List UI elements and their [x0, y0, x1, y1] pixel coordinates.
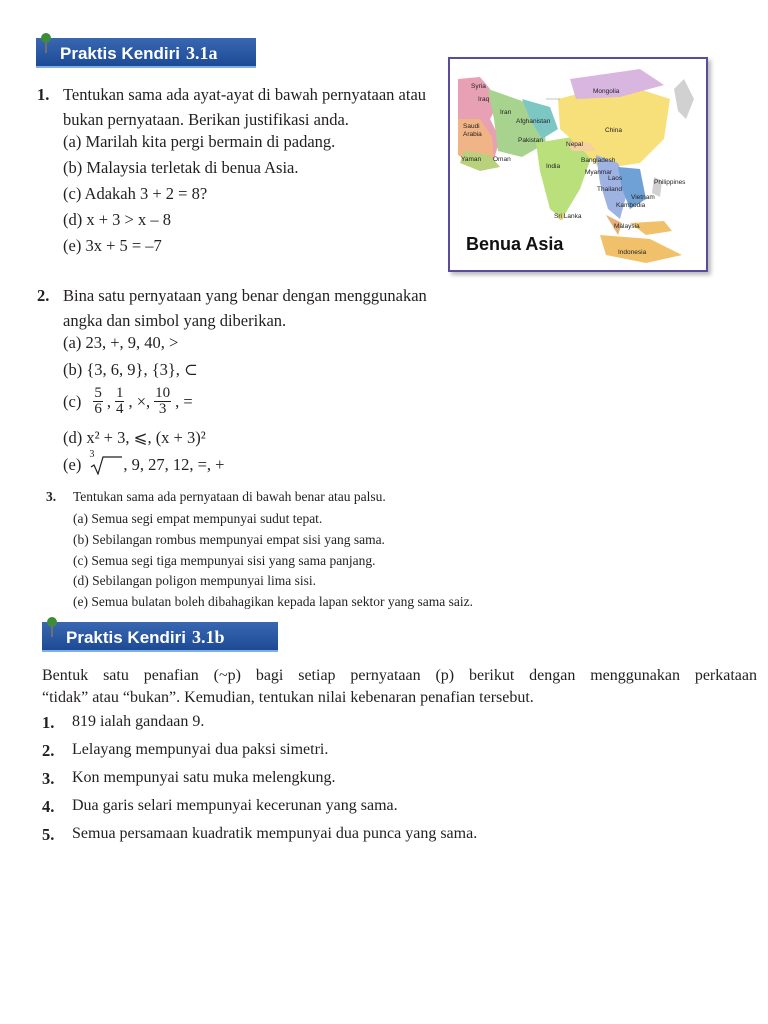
list-item: (e) 3x + 5 = –7: [63, 236, 162, 255]
denominator: 6: [94, 401, 102, 417]
banner-title: Praktis Kendiri: [60, 44, 180, 63]
statement-item: Dua garis selari mempunyai kecerunan yang sama.: [72, 797, 398, 814]
question-line: angka dan simbol yang diberikan.: [63, 311, 287, 330]
statement-item: Semua persamaan kuadratik mempunyai dua punca yang sama.: [72, 825, 478, 842]
asia-map: [448, 57, 708, 272]
denominator: 4: [115, 401, 124, 417]
item-number: 1.: [42, 713, 55, 732]
fraction: [115, 386, 125, 417]
banner-number: 3.1a: [186, 43, 218, 63]
pushpin-icon: [46, 616, 58, 638]
map-label: India: [546, 163, 561, 170]
cube-root-symbol: [89, 449, 123, 475]
list-item: (c) Adakah 3 + 2 = 8?: [63, 184, 208, 203]
list-item: (a) Semua segi empat mempunyai sudut tepat.: [73, 511, 323, 526]
statement-item: Kon mempunyai satu muka melengkung.: [72, 769, 336, 786]
map-label: Iraq: [478, 96, 490, 103]
map-label: Yaman: [461, 156, 482, 163]
question-number: 2.: [37, 286, 50, 305]
map-label: Vietnam: [631, 194, 655, 201]
map-label: Indonesia: [618, 249, 647, 256]
question-1-text: [63, 82, 426, 132]
map-label: Pakistan: [518, 137, 543, 144]
map-label: Sri Lanka: [554, 213, 582, 220]
map-label: Thailand: [597, 186, 622, 193]
intro-line: Bentuk satu penafian (~p) bagi setiap pernyataan (p) berikut dengan menggunakan perkataan: [42, 667, 757, 684]
map-label: Syria: [471, 83, 486, 90]
map-label: Malaysia: [614, 223, 640, 230]
item-number: 5.: [42, 825, 55, 844]
map-label: Saudi Arabia: [463, 123, 482, 138]
list-item: (a) Marilah kita pergi bermain di padang.: [63, 132, 336, 151]
banner-number: 3.1b: [192, 627, 225, 647]
list-item: (d) x + 3 > x – 8: [63, 210, 171, 229]
statement-item: Lelayang mempunyai dua paksi simetri.: [72, 741, 329, 758]
question-2-text: [63, 283, 427, 333]
map-label: Kambodia: [616, 202, 646, 209]
question-3-text: Tentukan sama ada pernyataan di bawah benar atau palsu.: [73, 489, 386, 504]
question-line: Bina satu pernyataan yang benar dengan menggunakan: [63, 286, 427, 305]
map-label: Bangladesh: [581, 157, 616, 164]
map-title: Benua Asia: [466, 234, 564, 254]
section-b-intro: [42, 665, 757, 709]
intro-line: “tidak” atau “bukan”. Kemudian, tentukan nilai kebenaran penafian tersebut.: [42, 689, 534, 706]
map-label: Philippines: [654, 179, 686, 186]
map-label: Mongolia: [593, 88, 620, 95]
item-label: (c): [63, 391, 82, 411]
list-item: (c) Semua segi tiga mempunyai sisi yang sama panjang.: [73, 553, 376, 568]
list-item: (e) Semua bulatan boleh dibahagikan kepada lapan sektor yang sama saiz.: [73, 594, 473, 609]
item-label: (e): [63, 455, 82, 474]
banner-title: Praktis Kendiri: [66, 628, 186, 647]
question-line: Tentukan sama ada ayat-ayat di bawah pernyataan atau: [63, 85, 427, 104]
map-label: Afghanistan: [516, 118, 551, 125]
map-label: Oman: [493, 156, 511, 163]
list-item-fractions: [63, 386, 193, 417]
question-number: 1.: [37, 85, 50, 104]
comma: ,: [106, 391, 111, 411]
list-item: (b) {3, 6, 9}, {3}, ⊂: [63, 360, 198, 379]
numerator: 10: [155, 385, 171, 401]
numerator: 5: [94, 385, 102, 401]
question-number: 3.: [46, 489, 57, 504]
list-item: (b) Sebilangan rombus mempunyai empat sisi yang sama.: [73, 532, 385, 547]
pushpin-icon: [40, 32, 52, 54]
map-label: Iran: [500, 109, 512, 116]
root-index: 3: [89, 449, 95, 460]
section-banner-3-1b: [42, 622, 278, 652]
map-label: Laos: [608, 175, 623, 182]
fraction: [154, 386, 171, 417]
list-item-root: [63, 449, 225, 475]
statement-item: 819 ialah gandaan 9.: [72, 713, 205, 730]
question-line: bukan pernyataan. Berikan justifikasi anda.: [63, 110, 349, 129]
item-text: , 9, 27, 12, =, +: [123, 455, 225, 474]
item-number: 3.: [42, 769, 55, 788]
fraction: [93, 386, 103, 417]
section-banner-3-1a: [36, 38, 256, 68]
numerator: 1: [115, 385, 124, 401]
operator-text: , ×,: [128, 391, 151, 411]
map-label: Myanmar: [585, 169, 613, 176]
map-label: Nepal: [566, 141, 583, 148]
list-item: (a) 23, +, 9, 40, >: [63, 333, 179, 352]
map-label: China: [605, 127, 622, 134]
denominator: 3: [158, 401, 167, 417]
item-number: 2.: [42, 741, 55, 760]
operator-text: , =: [175, 391, 193, 411]
item-number: 4.: [42, 797, 55, 816]
list-item: (d) Sebilangan poligon mempunyai lima sisi.: [73, 573, 316, 588]
list-item: (b) Malaysia terletak di benua Asia.: [63, 158, 299, 177]
list-item: (d) x² + 3, ⩽, (x + 3)²: [63, 428, 206, 447]
